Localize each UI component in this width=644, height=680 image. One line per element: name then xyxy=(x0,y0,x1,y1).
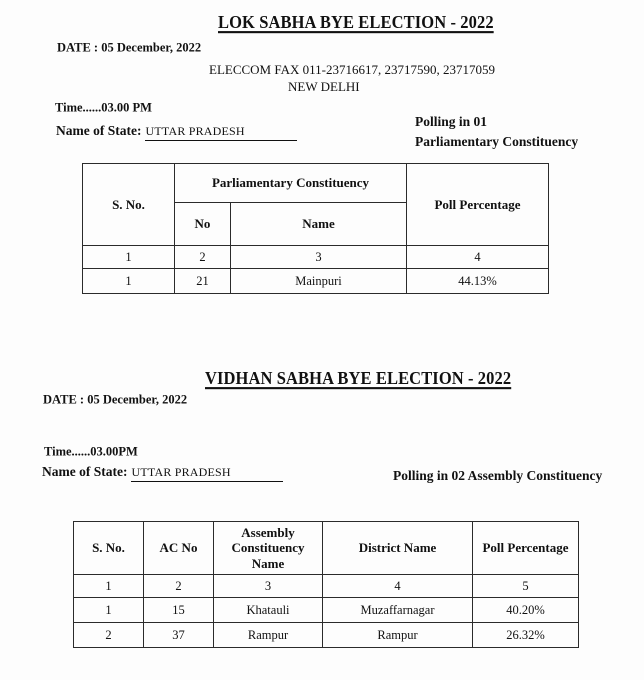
table-header-row xyxy=(74,522,579,575)
cell-district: Rampur xyxy=(323,623,473,648)
th-parliamentary-constituency: Parliamentary Constituency xyxy=(175,164,407,203)
lok-sabha-table xyxy=(82,163,549,294)
th-name: Name xyxy=(231,203,407,246)
colnum-4: 4 xyxy=(407,246,549,269)
vidhan-sabha-polling-note: Polling in 02 Assembly Constituency xyxy=(393,468,603,483)
cell-ac-no: 37 xyxy=(144,623,214,648)
cell-sno: 1 xyxy=(83,269,175,294)
vidhan-sabha-state-label: Name of State: xyxy=(42,464,128,479)
vidhan-sabha-state-row xyxy=(42,463,283,482)
lok-sabha-title: LOK SABHA BYE ELECTION - 2022 xyxy=(218,12,494,33)
cell-pc-no: 21 xyxy=(175,269,231,294)
colnum-2: 2 xyxy=(175,246,231,269)
th-sno: S. No. xyxy=(83,164,175,246)
colnum-1: 1 xyxy=(74,575,144,598)
colnum-4: 4 xyxy=(323,575,473,598)
table-row xyxy=(74,598,579,623)
lok-sabha-state-value: UTTAR PRADESH xyxy=(145,124,297,141)
colnum-1: 1 xyxy=(83,246,175,269)
lok-sabha-polling-line1: Polling in 01 xyxy=(415,114,488,129)
vidhan-sabha-state-value: UTTAR PRADESH xyxy=(131,465,283,482)
cell-ac-no: 15 xyxy=(144,598,214,623)
table-column-number-row xyxy=(83,246,549,269)
vidhan-sabha-date-line: DATE : 05 December, 2022 xyxy=(43,392,188,407)
th-ac-no: AC No xyxy=(144,522,214,575)
th-district-name: District Name xyxy=(323,522,473,575)
lok-sabha-state-label: Name of State: xyxy=(56,123,142,138)
colnum-3: 3 xyxy=(231,246,407,269)
th-poll-percentage: Poll Percentage xyxy=(407,164,549,246)
eleccom-fax-line: ELECCOM FAX 011-23716617, 23717590, 23717059 xyxy=(209,62,495,77)
new-delhi-line: NEW DELHI xyxy=(288,79,360,94)
table-column-number-row xyxy=(74,575,579,598)
cell-sno: 1 xyxy=(74,598,144,623)
table-row xyxy=(74,623,579,648)
lok-sabha-date-line: DATE : 05 December, 2022 xyxy=(57,40,202,55)
table-row xyxy=(83,269,549,294)
cell-poll-percentage: 40.20% xyxy=(473,598,579,623)
table-header-row-1 xyxy=(83,164,549,203)
th-no: No xyxy=(175,203,231,246)
th-poll-percentage: Poll Percentage xyxy=(473,522,579,575)
th-sno: S. No. xyxy=(74,522,144,575)
vidhan-sabha-time-line: Time......03.00PM xyxy=(44,444,138,459)
th-assembly-constituency-name: Assembly Constituency Name xyxy=(214,522,323,575)
lok-sabha-polling-note xyxy=(415,112,578,151)
cell-poll-percentage: 44.13% xyxy=(407,269,549,294)
colnum-3: 3 xyxy=(214,575,323,598)
cell-sno: 2 xyxy=(74,623,144,648)
cell-district: Muzaffarnagar xyxy=(323,598,473,623)
lok-sabha-state-row xyxy=(56,122,297,141)
colnum-2: 2 xyxy=(144,575,214,598)
lok-sabha-polling-line2: Parliamentary Constituency xyxy=(415,133,579,149)
cell-pc-name: Mainpuri xyxy=(231,269,407,294)
colnum-5: 5 xyxy=(473,575,579,598)
lok-sabha-time-line: Time......03.00 PM xyxy=(55,100,152,115)
cell-ac-name: Rampur xyxy=(214,623,323,648)
vidhan-sabha-table xyxy=(73,521,579,648)
vidhan-sabha-title: VIDHAN SABHA BYE ELECTION - 2022 xyxy=(205,368,512,389)
cell-poll-percentage: 26.32% xyxy=(473,623,579,648)
cell-ac-name: Khatauli xyxy=(214,598,323,623)
